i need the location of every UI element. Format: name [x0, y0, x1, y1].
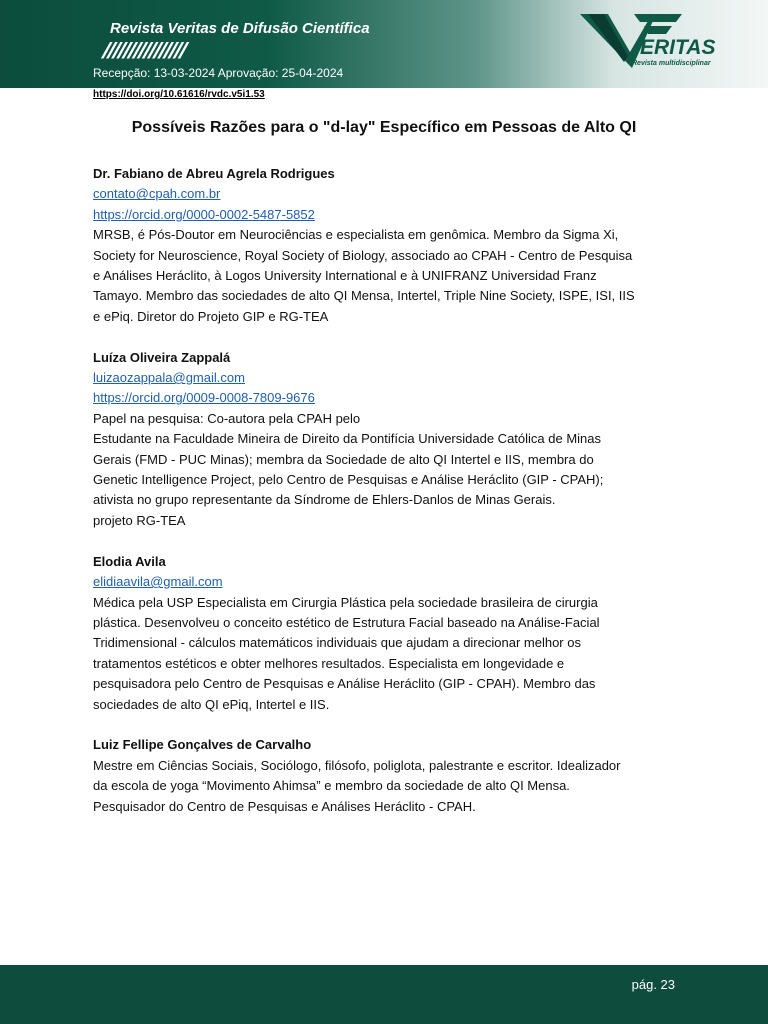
bio-line: Genetic Intelligence Project, pelo Centro de Pesquisas e Análise Heráclito (GIP - CPAH);: [93, 472, 604, 488]
author-block: [93, 348, 683, 532]
page-footer: [0, 965, 768, 1024]
bio-line: MRSB, é Pós-Doutor em Neurociências e especialista em genômica. Membro da Sigma Xi,: [93, 227, 619, 243]
author-block: [93, 735, 683, 817]
page-title: Possíveis Razões para o "d-lay" Específico em Pessoas de Alto QI: [131, 119, 637, 136]
author-name: Luíza Oliveira Zappalá: [93, 349, 231, 365]
author-bio: [93, 409, 683, 531]
bio-line: plástica. Desenvolveu o conceito estético de Estrutura Facial baseado na Análise-Facial: [93, 614, 600, 630]
bio-line: Médica pela USP Especialista em Cirurgia Plástica pela sociedade brasileira de cirurgia: [93, 594, 598, 610]
bio-line: projeto RG-TEA: [93, 512, 186, 528]
bio-line: Estudante na Faculdade Mineira de Direito da Pontifícia Universidade Católica de Minas: [93, 431, 602, 447]
bio-line: Gerais (FMD - PUC Minas); membra da Sociedade de alto QI Intertel e IIS, membra do: [93, 451, 594, 467]
bio-line: Mestre em Ciências Sociais, Sociólogo, filósofo, poliglota, palestrante e escritor. Idealizador: [93, 757, 621, 773]
author-email-link[interactable]: elidiaavila@gmail.com: [93, 574, 223, 590]
reception-dates: Recepção: 13-03-2024 Aprovação: 25-04-2024: [93, 66, 344, 80]
bio-line: e Análises Heráclito, à Logos University International e à UNIFRANZ Universidad Franz: [93, 268, 597, 284]
bio-line: Papel na pesquisa: Co-autora pela CPAH pelo: [93, 410, 361, 426]
doi-link[interactable]: https://doi.org/10.61616/rvdc.v5i1.53: [93, 89, 265, 100]
bio-line: e ePiq. Diretor do Projeto GIP e RG-TEA: [93, 308, 329, 324]
author-block: [93, 164, 683, 327]
author-bio: [93, 593, 683, 715]
bio-line: sociedades de alto QI ePiq, Intertel e IIS.: [93, 696, 330, 712]
author-bio: [93, 225, 683, 327]
author-bio: [93, 756, 683, 817]
author-list: [93, 164, 683, 837]
page-number: pág. 23: [631, 977, 675, 992]
bio-line: tratamentos estéticos e obter melhores resultados. Especialista em longevidade e: [93, 655, 565, 671]
author-name: Dr. Fabiano de Abreu Agrela Rodrigues: [93, 166, 335, 181]
bio-line: Society for Neuroscience, Royal Society of Biology, associado ao CPAH - Centro de Pesquisa: [93, 247, 633, 263]
journal-title: Revista Veritas de Difusão Científica: [110, 20, 370, 37]
author-orcid-link[interactable]: https://orcid.org/0009-0008-7809-9676: [93, 390, 315, 406]
author-orcid-link[interactable]: https://orcid.org/0000-0002-5487-5852: [93, 206, 315, 222]
logo-wordmark: ERITAS: [640, 36, 716, 59]
bio-line: da escola de yoga “Movimento Ahimsa” e membro da sociedade de alto QI Mensa.: [93, 778, 570, 794]
bio-line: Pesquisador do Centro de Pesquisas e Análises Heráclito - CPAH.: [93, 798, 476, 814]
author-email-link[interactable]: luizaozappala@gmail.com: [93, 370, 245, 386]
journal-header: [0, 0, 768, 88]
author-name: Elodia Avila: [93, 553, 166, 569]
bio-line: Tridimensional - cálculos matemáticos individuais que ajudam a direcionar melhor os: [93, 635, 581, 651]
bio-line: ativista no grupo representante da Síndrome de Ehlers-Danlos de Minas Gerais.: [93, 492, 556, 508]
author-block: [93, 552, 683, 715]
decorative-slashes: ////////////////: [100, 38, 188, 63]
bio-line: pesquisadora pelo Centro de Pesquisas e Análise Heráclito (GIP - CPAH). Membro das: [93, 676, 596, 692]
bio-line: Tamayo. Membro das sociedades de alto QI Mensa, Intertel, Triple Nine Society, ISPE, ISI, IIS: [93, 288, 635, 304]
logo-subtitle: Revista multidisciplinar: [632, 60, 711, 67]
author-name: Luiz Fellipe Gonçalves de Carvalho: [93, 737, 312, 753]
author-email-link[interactable]: contato@cpah.com.br: [93, 186, 221, 202]
